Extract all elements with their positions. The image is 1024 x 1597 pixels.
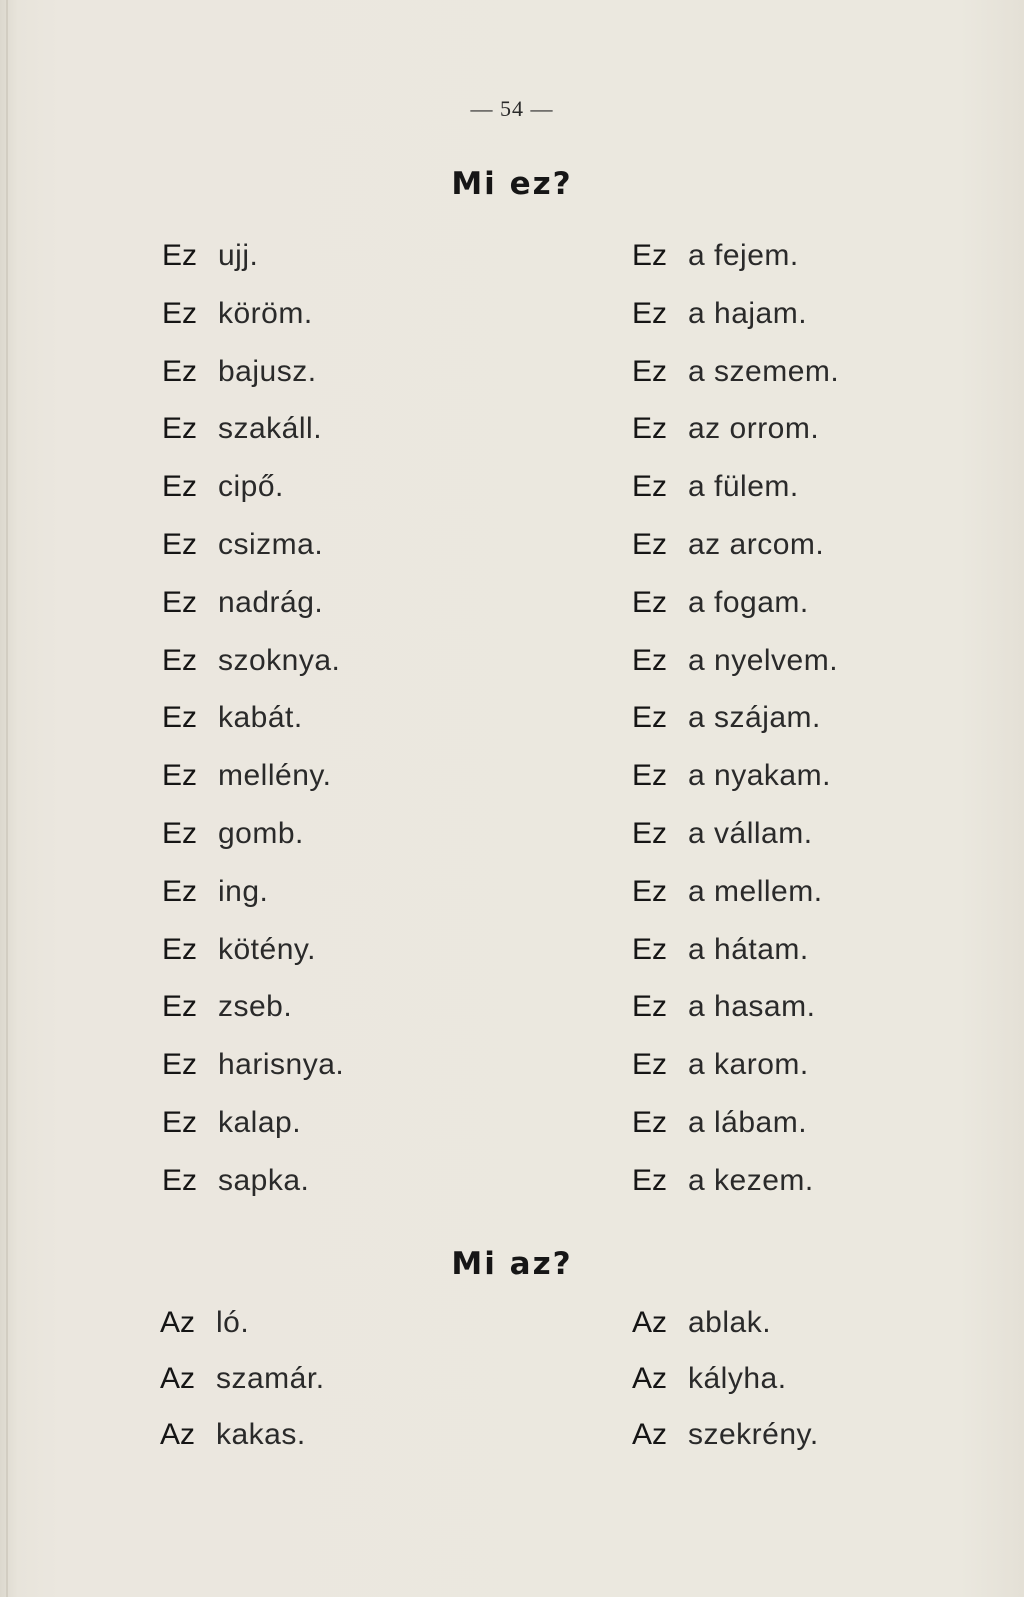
list-item [632,1161,839,1219]
pronoun: Ez [632,1105,668,1139]
pronoun: Ez [162,354,198,388]
pronoun: Ez [632,412,668,446]
list-item [162,583,344,641]
list-item [632,756,839,814]
vocabulary-word: a karom. [688,1048,809,1082]
list-item [632,814,839,872]
list-item [632,930,839,988]
vocabulary-word: zseb. [218,990,293,1024]
vocabulary-word: mellény. [218,759,332,793]
vocabulary-word: a szemem. [688,354,840,388]
list-item [632,409,839,467]
list-item [162,1161,344,1219]
list-item [162,698,344,756]
vocabulary-word: gomb. [218,816,304,850]
word-list-left [162,236,344,1219]
vocabulary-word: a hasam. [688,990,816,1024]
list-item [632,1045,839,1103]
list-item [632,698,839,756]
vocabulary-word: szakáll. [218,412,323,446]
pronoun: Ez [162,932,198,966]
vocabulary-word: a vállam. [688,816,813,850]
word-list-left [160,1303,325,1471]
section-heading-mi-az: Mi az? [451,1246,573,1282]
pronoun: Ez [632,816,668,850]
vocabulary-word: szamár. [216,1362,325,1395]
pronoun: Ez [162,527,198,561]
pronoun: Ez [162,874,198,908]
list-item [632,1303,819,1359]
vocabulary-word: ablak. [688,1306,772,1339]
list-item [632,1103,839,1161]
word-list-right [632,1303,819,1471]
pronoun: Az [160,1306,196,1339]
pronoun: Ez [162,412,198,446]
pronoun: Ez [162,1163,198,1197]
vocabulary-word: a hajam. [688,296,808,330]
vocabulary-word: a kezem. [688,1163,814,1197]
vocabulary-word: ing. [218,874,269,908]
vocabulary-word: csizma. [218,527,324,561]
vocabulary-word: a nyelvem. [688,643,839,677]
list-item [632,583,839,641]
pronoun: Ez [632,759,668,793]
vocabulary-word: a nyakam. [688,759,831,793]
pronoun: Ez [162,816,198,850]
vocabulary-word: nadrág. [218,585,324,619]
list-item [162,409,344,467]
vocabulary-word: köröm. [218,296,313,330]
vocabulary-word: szekrény. [688,1418,819,1451]
pronoun: Ez [632,296,668,330]
pronoun: Ez [632,1048,668,1082]
list-item [632,467,839,525]
list-item [632,352,839,410]
list-item [160,1303,325,1359]
pronoun: Ez [632,1163,668,1197]
vocabulary-word: ujj. [218,239,259,272]
list-item [160,1359,325,1415]
pronoun: Ez [632,354,668,388]
vocabulary-word: kötény. [218,932,316,966]
vocabulary-word: az orrom. [688,412,820,446]
list-item [162,930,344,988]
vocabulary-word: a fogam. [688,585,809,619]
vocabulary-word: kályha. [688,1362,787,1395]
list-item [632,294,839,352]
list-item [162,236,344,294]
list-item [162,641,344,699]
vocabulary-word: a hátam. [688,932,809,966]
pronoun: Az [632,1418,668,1451]
vocabulary-word: kakas. [216,1418,306,1451]
pronoun: Ez [632,643,668,677]
pronoun: Ez [632,470,668,504]
list-item [632,641,839,699]
list-item [162,814,344,872]
list-item [160,1415,325,1471]
vocabulary-word: az arcom. [688,527,825,561]
vocabulary-word: a fejem. [688,239,799,272]
list-item [162,756,344,814]
vocabulary-word: a szájam. [688,701,821,735]
pronoun: Ez [162,470,198,504]
pronoun: Ez [632,701,668,735]
list-item [162,352,344,410]
list-item [162,467,344,525]
pronoun: Ez [632,874,668,908]
list-item [162,1103,344,1161]
pronoun: Ez [162,585,198,619]
page-spine-shadow [6,0,8,1597]
section-heading-mi-ez: Mi ez? [451,166,573,202]
vocabulary-word: kabát. [218,701,303,735]
list-item [162,872,344,930]
pronoun: Ez [632,990,668,1024]
vocabulary-word: sapka. [218,1163,310,1197]
vocabulary-word: harisnya. [218,1048,345,1082]
list-item [632,236,839,294]
pronoun: Az [632,1362,668,1395]
pronoun: Ez [632,239,668,272]
vocabulary-word: a fülem. [688,470,799,504]
pronoun: Az [160,1418,196,1451]
list-item [632,987,839,1045]
list-item [632,872,839,930]
pronoun: Az [632,1306,668,1339]
list-item [162,294,344,352]
pronoun: Ez [162,239,198,272]
list-item [632,1359,819,1415]
vocabulary-word: szoknya. [218,643,341,677]
list-item [162,987,344,1045]
pronoun: Ez [162,1105,198,1139]
vocabulary-word: cipő. [218,470,284,504]
word-list-right [632,236,839,1219]
pronoun: Ez [162,296,198,330]
list-item [162,1045,344,1103]
pronoun: Ez [162,990,198,1024]
page-number: — 54 — [470,96,554,121]
pronoun: Ez [632,932,668,966]
pronoun: Ez [632,527,668,561]
pronoun: Ez [162,1048,198,1082]
vocabulary-word: bajusz. [218,354,317,388]
list-item [632,525,839,583]
vocabulary-word: a lábam. [688,1105,808,1139]
pronoun: Ez [162,701,198,735]
list-item [632,1415,819,1471]
vocabulary-word: ló. [216,1306,250,1339]
pronoun: Ez [162,643,198,677]
pronoun: Ez [632,585,668,619]
list-item [162,525,344,583]
pronoun: Ez [162,759,198,793]
vocabulary-word: a mellem. [688,874,823,908]
vocabulary-word: kalap. [218,1105,302,1139]
pronoun: Az [160,1362,196,1395]
